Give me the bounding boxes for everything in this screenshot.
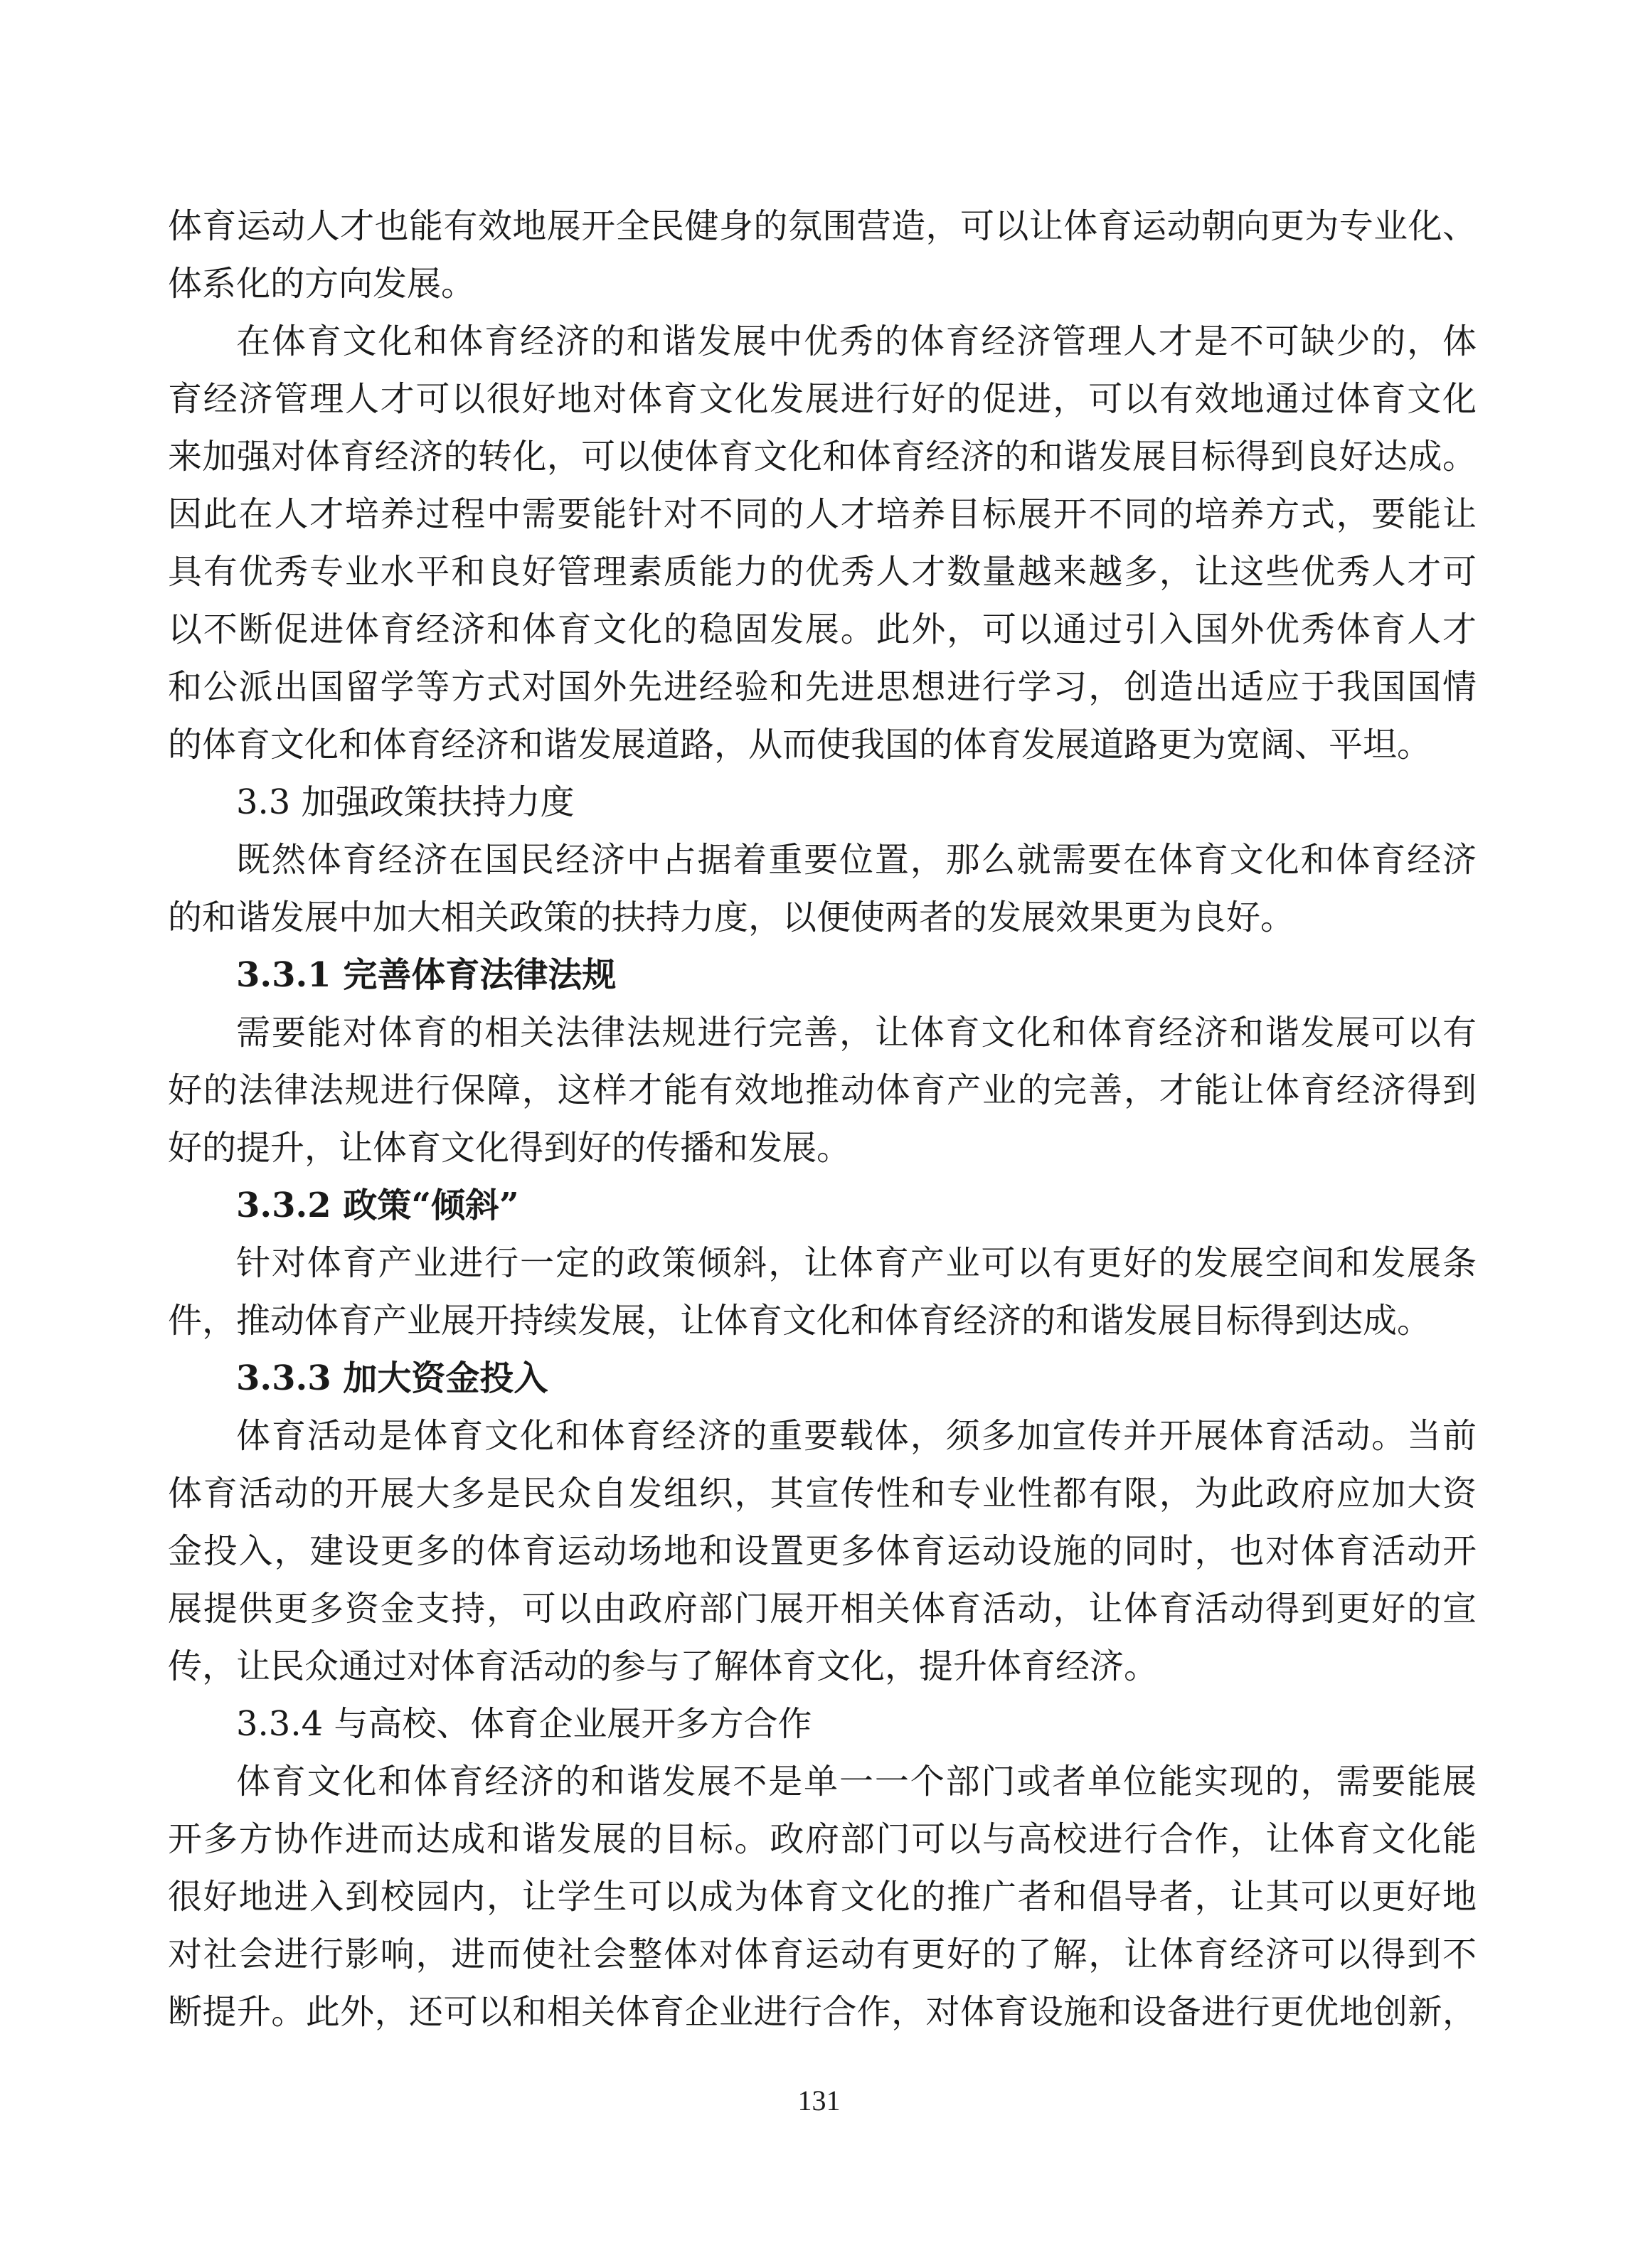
paragraph-line: 体育活动的开展大多是民众自发组织，其宣传性和专业性都有限，为此政府应加大资 [168,1474,1477,1513]
paragraph-line: 好的法律法规进行保障，这样才能有效地推动体育产业的完善，才能让体育经济得到 [168,1070,1477,1110]
paragraph-line: 来加强对体育经济的转化，可以使体育文化和体育经济的和谐发展目标得到良好达成。 [168,437,1477,477]
paragraph-line: 好的提升，让体育文化得到好的传播和发展。 [168,1128,851,1168]
section-heading-3-3-1: 3.3.1 完善体育法律法规 [236,955,617,995]
paragraph-line: 和公派出国留学等方式对国外先进经验和先进思想进行学习，创造出适应于我国国情 [168,667,1477,707]
section-heading-3-3-3: 3.3.3 加大资金投入 [236,1358,548,1398]
paragraph-line: 断提升。此外，还可以和相关体育企业进行合作，对体育设施和设备进行更优地创新， [168,1992,1477,2032]
paragraph-line: 的体育文化和体育经济和谐发展道路，从而使我国的体育发展道路更为宽阔、平坦。 [168,725,1432,765]
paragraph-line: 体育文化和体育经济的和谐发展不是单一一个部门或者单位能实现的，需要能展 [236,1762,1477,1801]
paragraph-line: 针对体育产业进行一定的政策倾斜，让体育产业可以有更好的发展空间和发展条 [236,1243,1477,1283]
paragraph-line: 的和谐发展中加大相关政策的扶持力度，以便使两者的发展效果更为良好。 [168,898,1295,937]
paragraph-line: 很好地进入到校园内，让学生可以成为体育文化的推广者和倡导者，让其可以更好地 [168,1877,1477,1917]
paragraph-line: 体育运动人才也能有效地展开全民健身的氛围营造，可以让体育运动朝向更为专业化、 [168,206,1477,246]
page-number: 131 [797,2085,841,2117]
paragraph-line: 育经济管理人才可以很好地对体育文化发展进行好的促进，可以有效地通过体育文化 [168,379,1477,419]
paragraph-line: 体育活动是体育文化和体育经济的重要载体，须多加宣传并开展体育活动。当前 [236,1416,1477,1456]
paragraph-line: 展提供更多资金支持，可以由政府部门展开相关体育活动，让体育活动得到更好的宣 [168,1589,1477,1629]
paragraph-line: 开多方协作进而达成和谐发展的目标。政府部门可以与高校进行合作，让体育文化能 [168,1819,1477,1859]
paragraph-line: 体系化的方向发展。 [168,264,476,304]
paragraph-line: 金投入，建设更多的体育运动场地和设置更多体育运动设施的同时，也对体育活动开 [168,1531,1477,1571]
paragraph-line: 件，推动体育产业展开持续发展，让体育文化和体育经济的和谐发展目标得到达成。 [168,1301,1432,1341]
paragraph-line: 以不断促进体育经济和体育文化的稳固发展。此外，可以通过引入国外优秀体育人才 [168,609,1477,649]
document-body [168,198,1477,2041]
paragraph-line: 既然体育经济在国民经济中占据着重要位置，那么就需要在体育文化和体育经济 [236,840,1477,880]
paragraph-line: 对社会进行影响，进而使社会整体对体育运动有更好的了解，让体育经济可以得到不 [168,1934,1477,1974]
section-heading-3-3-2: 3.3.2 政策“倾斜” [236,1186,519,1225]
section-heading-3-3: 3.3 加强政策扶持力度 [236,782,575,822]
paragraph-line: 在体育文化和体育经济的和谐发展中优秀的体育经济管理人才是不可缺少的，体 [236,321,1477,361]
paragraph-line: 传，让民众通过对体育活动的参与了解体育文化，提升体育经济。 [168,1646,1159,1686]
paragraph-line: 因此在人才培养过程中需要能针对不同的人才培养目标展开不同的培养方式，要能让 [168,494,1477,534]
section-heading-3-3-4: 3.3.4 与高校、体育企业展开多方合作 [236,1704,812,1744]
paragraph-line: 具有优秀专业水平和良好管理素质能力的优秀人才数量越来越多，让这些优秀人才可 [168,552,1477,592]
paragraph-line: 需要能对体育的相关法律法规进行完善，让体育文化和体育经济和谐发展可以有 [236,1013,1477,1053]
